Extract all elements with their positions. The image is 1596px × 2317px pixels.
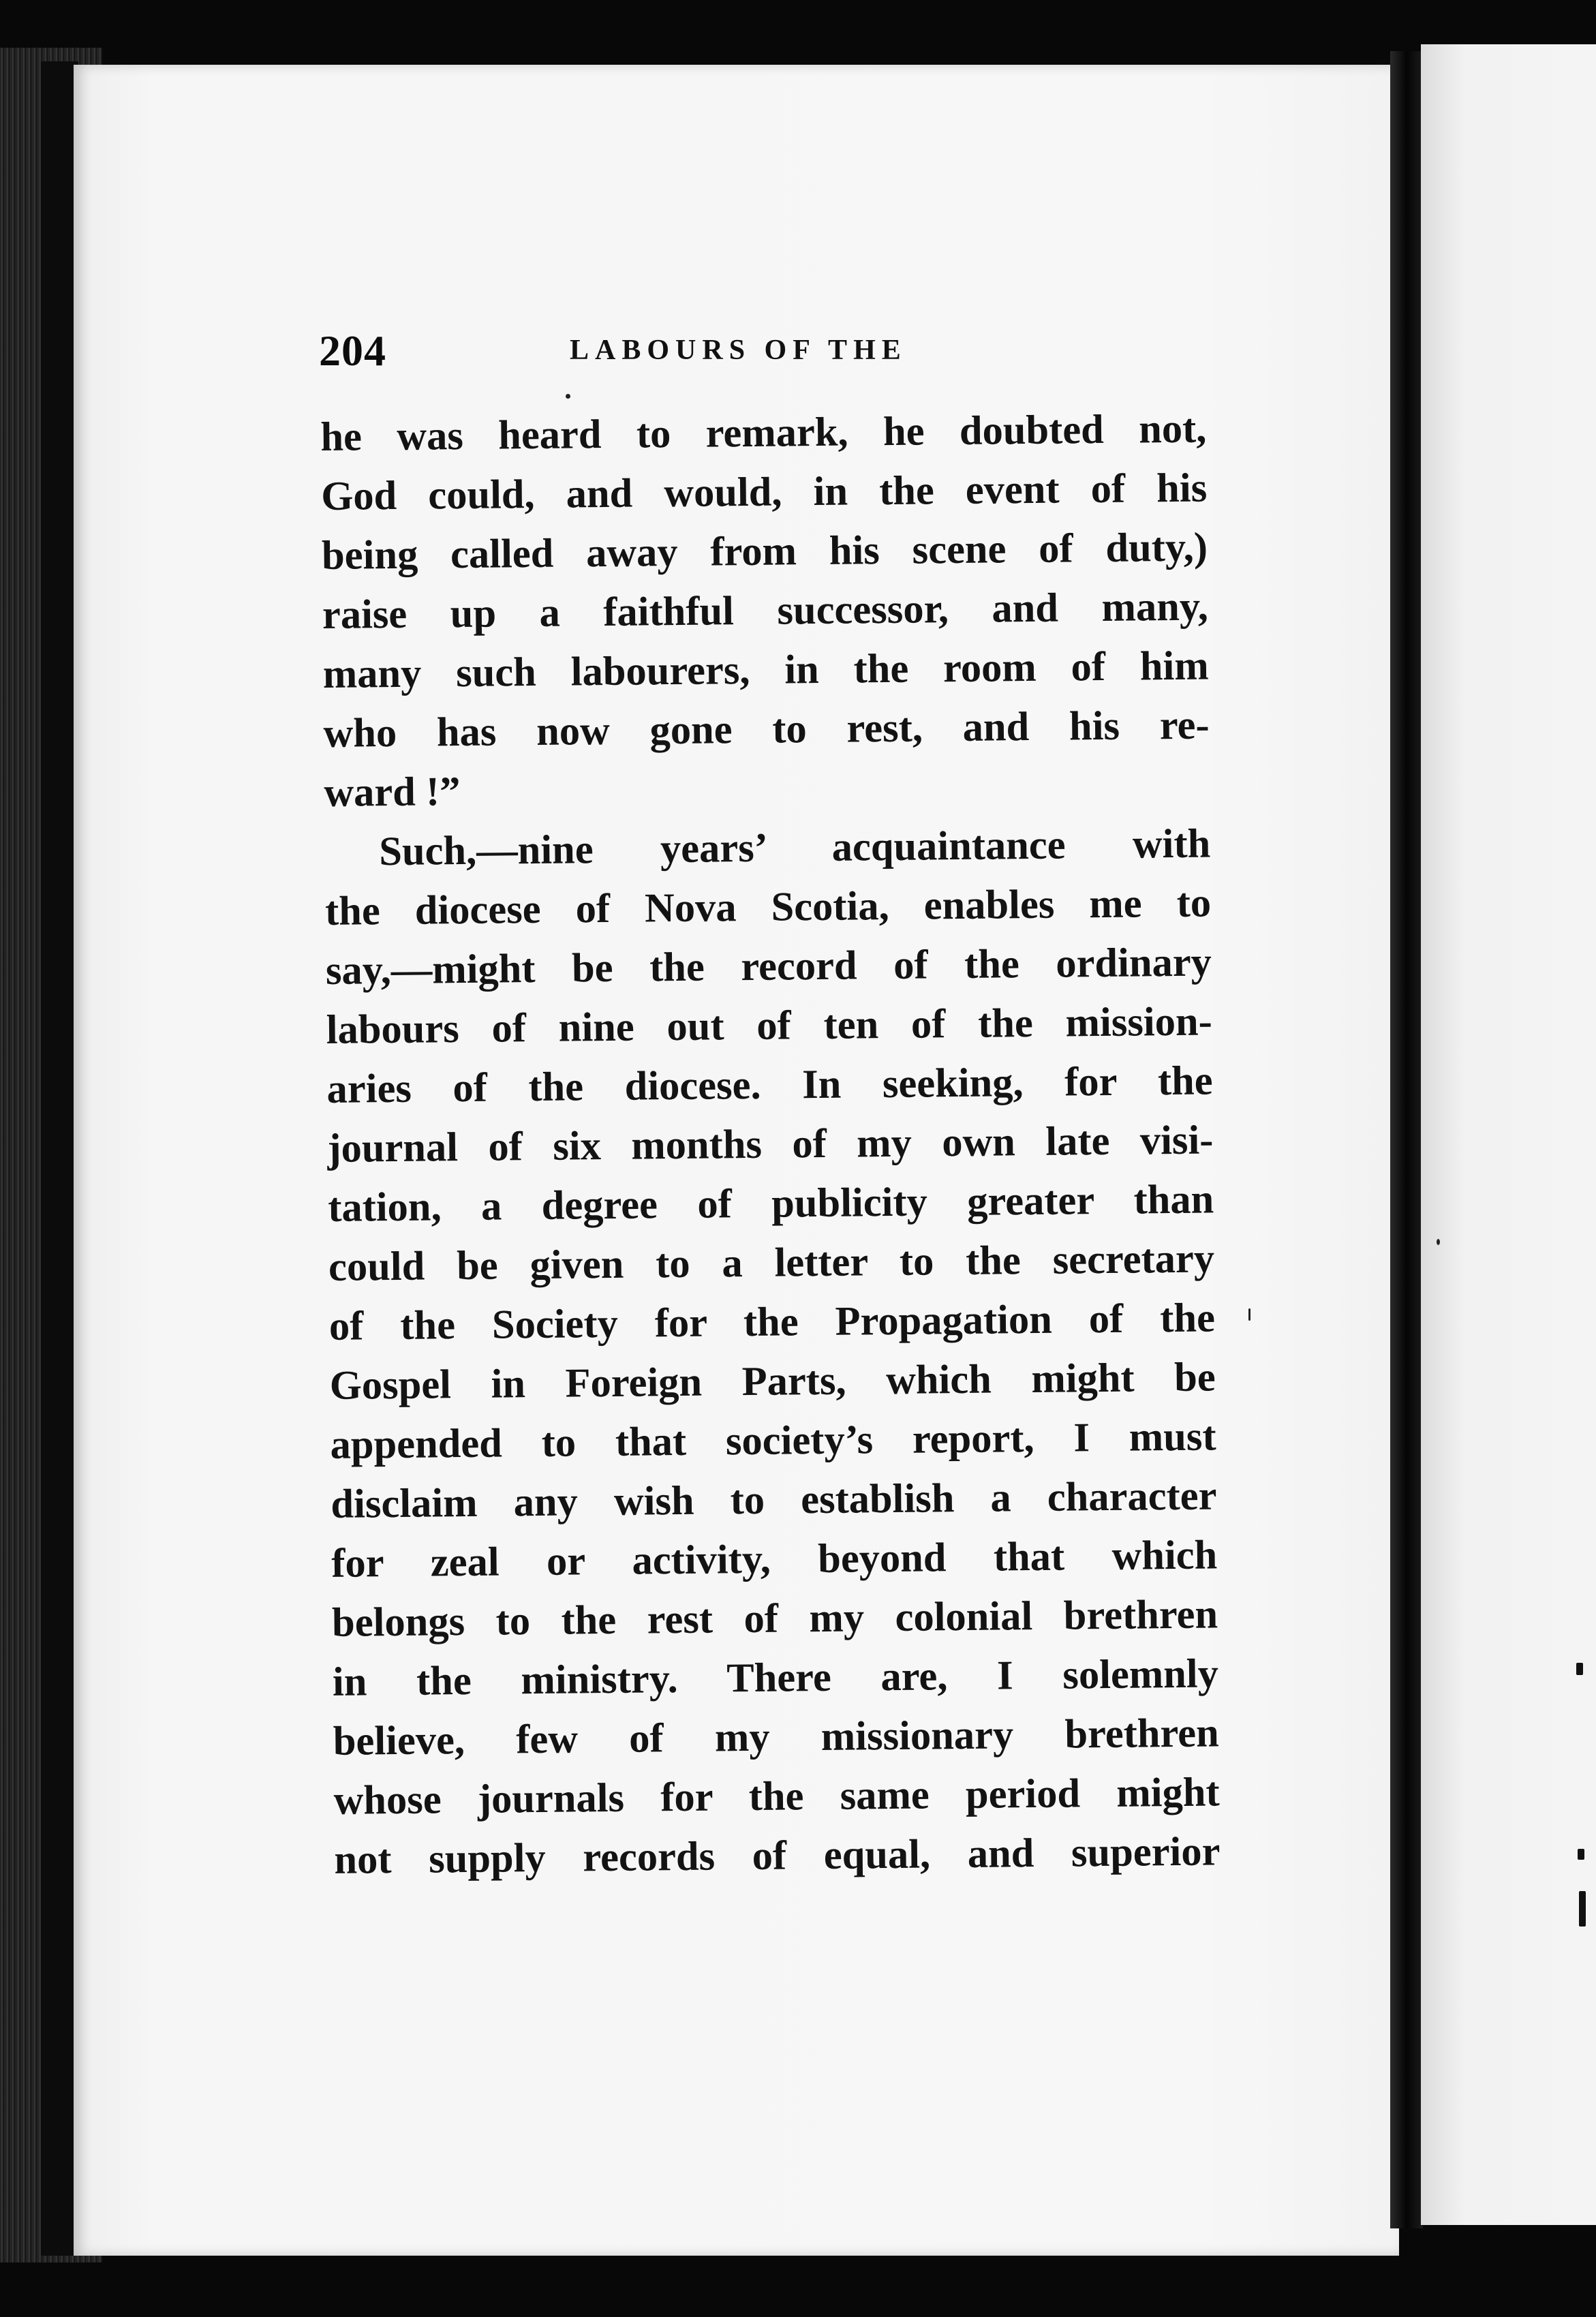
- text-line: Gospel in Foreign Parts, which might be: [329, 1354, 1216, 1409]
- text-line: believe, few of my missionary brethren: [333, 1710, 1220, 1764]
- running-title: LABOURS OF THE: [570, 335, 907, 366]
- text-line: in the ministry. There are, I solemnly: [332, 1651, 1219, 1705]
- text-line: of the Society for the Propagation of the: [328, 1295, 1216, 1349]
- text-line: ward !”: [324, 769, 461, 816]
- text-line: he was heard to remark, he doubted not,: [320, 405, 1207, 460]
- text-line: raise up a faithful successor, and many,: [322, 583, 1209, 638]
- facing-page-edge: [1421, 44, 1596, 2225]
- dust-speck: [566, 394, 570, 399]
- book-gutter: [1390, 51, 1423, 2228]
- text-line: for zeal or activity, beyond that which: [331, 1532, 1218, 1586]
- text-line: disclaim any wish to establish a character: [331, 1473, 1217, 1527]
- text-line: whose journals for the same period might: [333, 1769, 1220, 1824]
- text-line: many such labourers, in the room of him: [322, 643, 1210, 697]
- facing-page-ink-mark: [1576, 1663, 1583, 1675]
- text-line: aries of the diocese. In seeking, for the: [326, 1058, 1213, 1112]
- text-line: being called away from his scene of duty,): [321, 524, 1208, 579]
- text-line: belongs to the rest of my colonial brethren: [331, 1591, 1218, 1646]
- text-line: tation, a degree of publicity greater than: [327, 1176, 1214, 1231]
- text-line: say,—might be the record of the ordinary: [325, 939, 1212, 994]
- text-line: journal of six months of my own late visi-: [327, 1117, 1214, 1171]
- running-head: [319, 320, 1225, 382]
- left-binding-shadow: [41, 61, 78, 2256]
- text-line: the diocese of Nova Scotia, enables me to: [324, 880, 1212, 934]
- facing-page-ink-mark: [1579, 1891, 1586, 1927]
- dust-speck: [1248, 1308, 1250, 1321]
- paragraph-first-line: Such,—nine years’ acquaintance with: [378, 820, 1211, 875]
- text-line: appended to that society’s report, I must: [330, 1413, 1216, 1468]
- text-line: God could, and would, in the event of his: [320, 465, 1208, 519]
- dust-speck: [1437, 1239, 1440, 1245]
- page-number: 204: [319, 326, 386, 375]
- text-line: could be given to a letter to the secretary: [328, 1236, 1215, 1290]
- body-text: [320, 399, 1221, 1890]
- text-line: not supply records of equal, and superior: [334, 1828, 1221, 1883]
- text-line: who has now gone to rest, and his re-: [323, 702, 1210, 756]
- text-line: labours of nine out of ten of the mission-: [326, 998, 1213, 1053]
- facing-page-ink-mark: [1578, 1849, 1584, 1860]
